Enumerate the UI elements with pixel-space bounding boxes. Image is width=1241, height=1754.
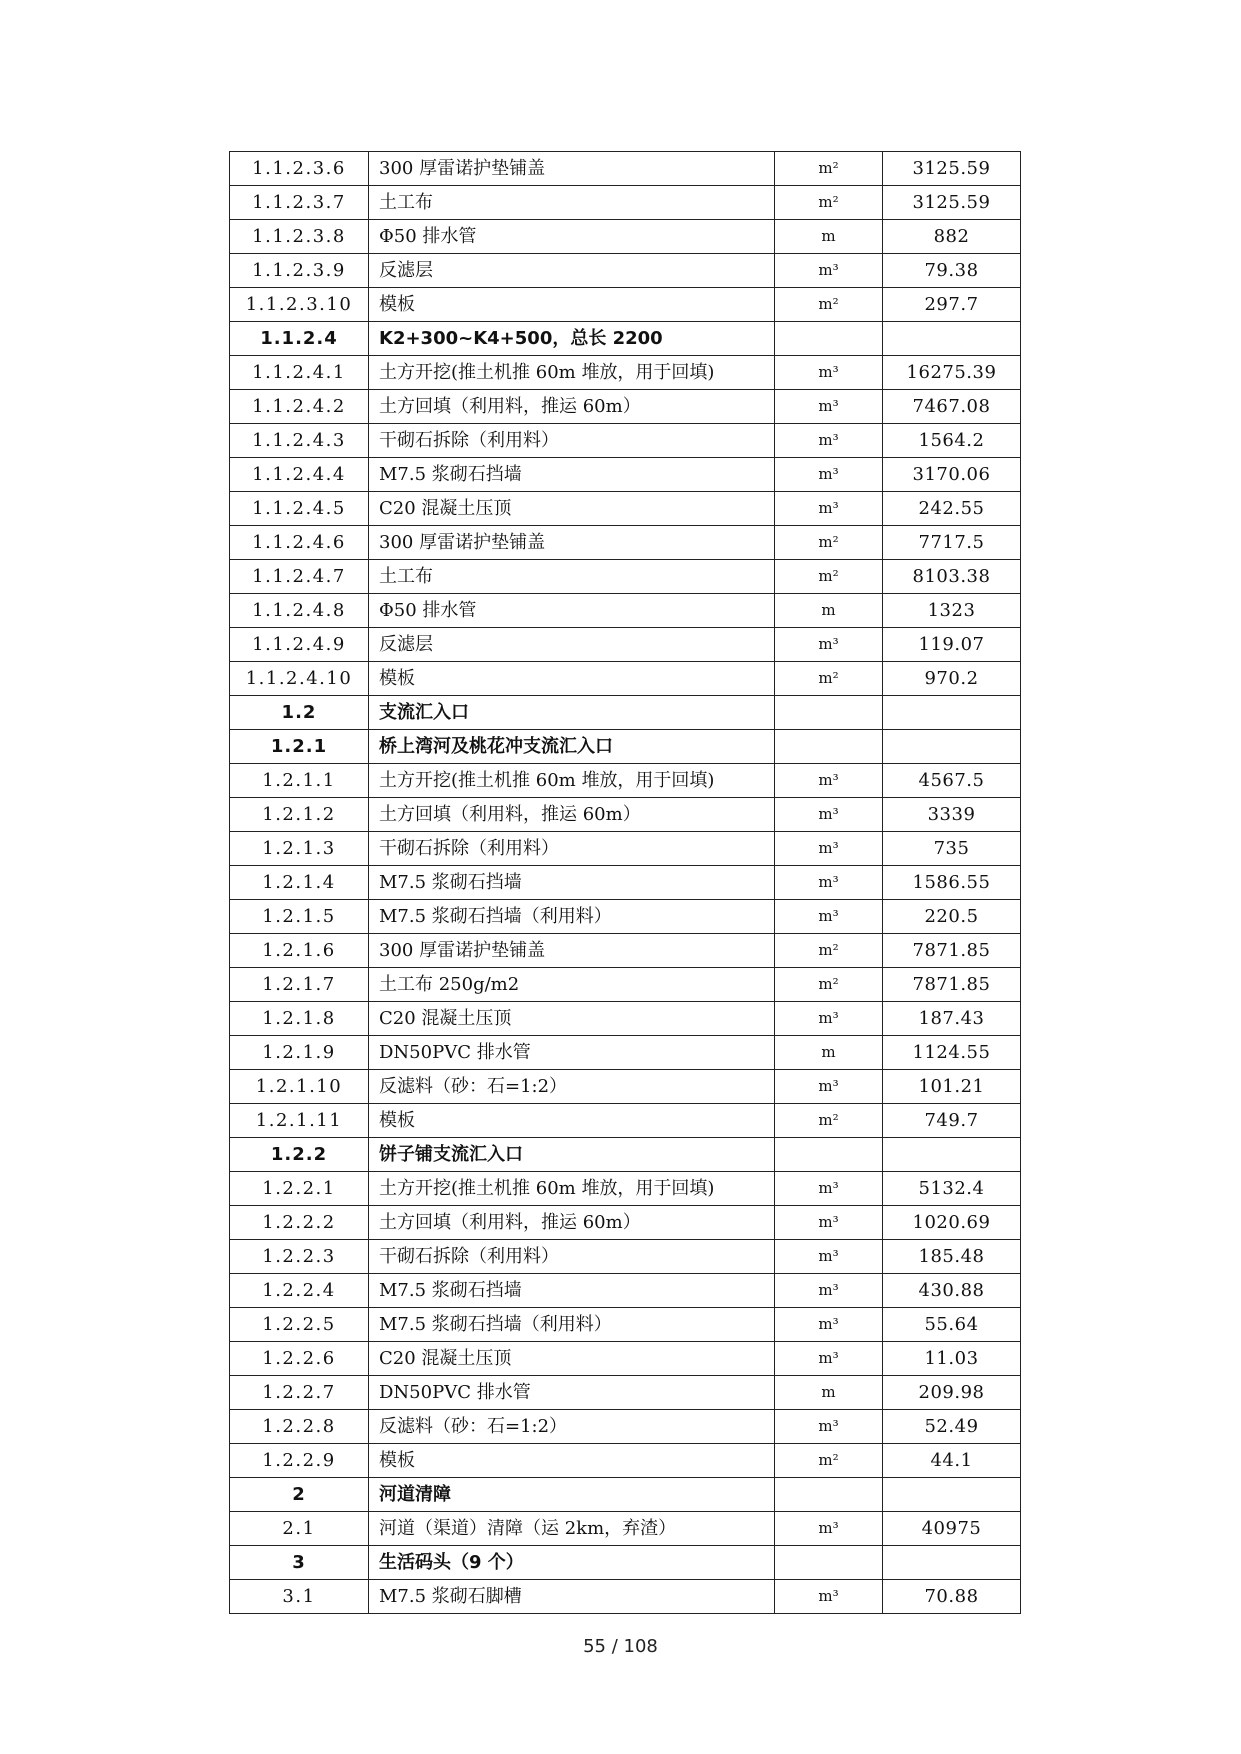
- unit-cell: m³: [775, 1274, 883, 1308]
- table-row: [230, 832, 1021, 866]
- table-row: [230, 628, 1021, 662]
- table-row: [230, 764, 1021, 798]
- unit-cell: m²: [775, 934, 883, 968]
- quantity-cell: [883, 322, 1021, 356]
- item-name-cell: 干砌石拆除（利用料）: [369, 1240, 775, 1274]
- item-name-cell: 干砌石拆除（利用料）: [369, 832, 775, 866]
- quantity-cell: 1020.69: [883, 1206, 1021, 1240]
- table-row: [230, 1036, 1021, 1070]
- item-code-cell: 1.1.2.4.5: [230, 492, 369, 526]
- unit-cell: m²: [775, 560, 883, 594]
- quantity-cell: 4567.5: [883, 764, 1021, 798]
- item-code-cell: 1.1.2.3.7: [230, 186, 369, 220]
- quantity-cell: [883, 1478, 1021, 1512]
- table-row: [230, 1240, 1021, 1274]
- unit-cell: [775, 1546, 883, 1580]
- quantity-cell: 7467.08: [883, 390, 1021, 424]
- unit-cell: m³: [775, 1002, 883, 1036]
- item-code-cell: 1.1.2.4.4: [230, 458, 369, 492]
- quantity-cell: 119.07: [883, 628, 1021, 662]
- quantity-cell: 55.64: [883, 1308, 1021, 1342]
- unit-cell: m³: [775, 458, 883, 492]
- unit-cell: m: [775, 1376, 883, 1410]
- quantity-cell: 7871.85: [883, 968, 1021, 1002]
- item-code-cell: 1.2.1.6: [230, 934, 369, 968]
- item-name-cell: 河道清障: [369, 1478, 775, 1512]
- item-code-cell: 1.2.2: [230, 1138, 369, 1172]
- item-code-cell: 1.1.2.4.10: [230, 662, 369, 696]
- unit-cell: [775, 696, 883, 730]
- unit-cell: m³: [775, 1206, 883, 1240]
- table-row: [230, 1002, 1021, 1036]
- unit-cell: m²: [775, 288, 883, 322]
- table-row: [230, 1206, 1021, 1240]
- table-row: [230, 492, 1021, 526]
- quantity-cell: 220.5: [883, 900, 1021, 934]
- table-row: [230, 220, 1021, 254]
- table-row: [230, 968, 1021, 1002]
- unit-cell: m²: [775, 1104, 883, 1138]
- item-name-cell: K2+300~K4+500，总长 2200: [369, 322, 775, 356]
- quantity-cell: 8103.38: [883, 560, 1021, 594]
- item-code-cell: 1.1.2.3.9: [230, 254, 369, 288]
- item-code-cell: 1.1.2.3.8: [230, 220, 369, 254]
- unit-cell: m³: [775, 628, 883, 662]
- quantity-cell: 1323: [883, 594, 1021, 628]
- unit-cell: m³: [775, 1512, 883, 1546]
- item-name-cell: 模板: [369, 1444, 775, 1478]
- item-code-cell: 1.2.1.4: [230, 866, 369, 900]
- quantity-cell: 16275.39: [883, 356, 1021, 390]
- unit-cell: m³: [775, 900, 883, 934]
- table-row: [230, 1410, 1021, 1444]
- section-header-row: [230, 322, 1021, 356]
- quantity-cell: 5132.4: [883, 1172, 1021, 1206]
- item-name-cell: 300 厚雷诺护垫铺盖: [369, 934, 775, 968]
- quantity-cell: 101.21: [883, 1070, 1021, 1104]
- item-code-cell: 1.2.1.2: [230, 798, 369, 832]
- item-name-cell: 河道（渠道）清障（运 2km，弃渣）: [369, 1512, 775, 1546]
- item-code-cell: 3: [230, 1546, 369, 1580]
- quantity-cell: 3125.59: [883, 152, 1021, 186]
- quantity-cell: 1564.2: [883, 424, 1021, 458]
- item-code-cell: 1.2: [230, 696, 369, 730]
- unit-cell: m²: [775, 662, 883, 696]
- unit-cell: m: [775, 220, 883, 254]
- quantity-cell: 187.43: [883, 1002, 1021, 1036]
- item-code-cell: 1.2.2.3: [230, 1240, 369, 1274]
- unit-cell: m³: [775, 1070, 883, 1104]
- unit-cell: m³: [775, 1308, 883, 1342]
- item-name-cell: C20 混凝土压顶: [369, 492, 775, 526]
- quantity-cell: 3170.06: [883, 458, 1021, 492]
- table-row: [230, 594, 1021, 628]
- table-row: [230, 1376, 1021, 1410]
- item-code-cell: 1.2.2.9: [230, 1444, 369, 1478]
- item-code-cell: 1.2.1.11: [230, 1104, 369, 1138]
- quantity-cell: 297.7: [883, 288, 1021, 322]
- item-name-cell: 反滤料（砂：石=1:2）: [369, 1070, 775, 1104]
- item-code-cell: 1.2.2.6: [230, 1342, 369, 1376]
- item-name-cell: 土方回填（利用料，推运 60m）: [369, 390, 775, 424]
- quantity-cell: 52.49: [883, 1410, 1021, 1444]
- table-row: [230, 1274, 1021, 1308]
- quantity-cell: 1124.55: [883, 1036, 1021, 1070]
- item-name-cell: M7.5 浆砌石脚槽: [369, 1580, 775, 1614]
- quantity-cell: 7871.85: [883, 934, 1021, 968]
- unit-cell: m²: [775, 526, 883, 560]
- item-code-cell: 2.1: [230, 1512, 369, 1546]
- item-name-cell: M7.5 浆砌石挡墙（利用料）: [369, 900, 775, 934]
- unit-cell: m³: [775, 1342, 883, 1376]
- item-name-cell: M7.5 浆砌石挡墙: [369, 866, 775, 900]
- unit-cell: m³: [775, 254, 883, 288]
- quantity-cell: 1586.55: [883, 866, 1021, 900]
- table-row: [230, 866, 1021, 900]
- quantity-cell: 882: [883, 220, 1021, 254]
- table-row: [230, 356, 1021, 390]
- item-code-cell: 1.1.2.4.6: [230, 526, 369, 560]
- table-row: [230, 254, 1021, 288]
- unit-cell: m³: [775, 866, 883, 900]
- unit-cell: [775, 322, 883, 356]
- item-name-cell: 土工布: [369, 186, 775, 220]
- item-name-cell: M7.5 浆砌石挡墙: [369, 1274, 775, 1308]
- item-code-cell: 1.2.2.5: [230, 1308, 369, 1342]
- item-name-cell: 干砌石拆除（利用料）: [369, 424, 775, 458]
- quantity-cell: 735: [883, 832, 1021, 866]
- quantity-cell: 79.38: [883, 254, 1021, 288]
- unit-cell: [775, 730, 883, 764]
- item-name-cell: 支流汇入口: [369, 696, 775, 730]
- table-row: [230, 390, 1021, 424]
- item-name-cell: C20 混凝土压顶: [369, 1002, 775, 1036]
- item-name-cell: 300 厚雷诺护垫铺盖: [369, 526, 775, 560]
- unit-cell: m³: [775, 764, 883, 798]
- item-code-cell: 1.1.2.4.3: [230, 424, 369, 458]
- item-code-cell: 1.2.1.8: [230, 1002, 369, 1036]
- quantity-cell: 7717.5: [883, 526, 1021, 560]
- table-row: [230, 288, 1021, 322]
- item-name-cell: 反滤层: [369, 628, 775, 662]
- item-code-cell: 2: [230, 1478, 369, 1512]
- quantity-cell: 3339: [883, 798, 1021, 832]
- unit-cell: m³: [775, 832, 883, 866]
- table-row: [230, 1070, 1021, 1104]
- item-name-cell: M7.5 浆砌石挡墙（利用料）: [369, 1308, 775, 1342]
- unit-cell: [775, 1478, 883, 1512]
- unit-cell: m: [775, 1036, 883, 1070]
- item-name-cell: 土方开挖(推土机推 60m 堆放，用于回填): [369, 1172, 775, 1206]
- item-name-cell: 反滤层: [369, 254, 775, 288]
- unit-cell: m³: [775, 424, 883, 458]
- item-code-cell: 1.1.2.4.8: [230, 594, 369, 628]
- item-name-cell: 模板: [369, 662, 775, 696]
- table-row: [230, 900, 1021, 934]
- table-row: [230, 1172, 1021, 1206]
- item-name-cell: 模板: [369, 288, 775, 322]
- item-name-cell: DN50PVC 排水管: [369, 1376, 775, 1410]
- table-row: [230, 1512, 1021, 1546]
- item-code-cell: 1.2.1.1: [230, 764, 369, 798]
- unit-cell: m: [775, 594, 883, 628]
- section-header-row: [230, 1138, 1021, 1172]
- item-code-cell: 1.2.1.10: [230, 1070, 369, 1104]
- quantity-cell: 70.88: [883, 1580, 1021, 1614]
- item-name-cell: 土方开挖(推土机推 60m 堆放，用于回填): [369, 764, 775, 798]
- item-name-cell: DN50PVC 排水管: [369, 1036, 775, 1070]
- quantity-cell: 40975: [883, 1512, 1021, 1546]
- unit-cell: m²: [775, 1444, 883, 1478]
- item-code-cell: 1.1.2.3.10: [230, 288, 369, 322]
- item-code-cell: 1.1.2.4.1: [230, 356, 369, 390]
- item-name-cell: 300 厚雷诺护垫铺盖: [369, 152, 775, 186]
- item-code-cell: 1.2.2.7: [230, 1376, 369, 1410]
- item-code-cell: 3.1: [230, 1580, 369, 1614]
- table-row: [230, 1580, 1021, 1614]
- item-code-cell: 1.1.2.3.6: [230, 152, 369, 186]
- unit-cell: m³: [775, 798, 883, 832]
- section-header-row: [230, 696, 1021, 730]
- item-code-cell: 1.2.2.4: [230, 1274, 369, 1308]
- table-row: [230, 1308, 1021, 1342]
- quantities-table-body: [230, 152, 1021, 1614]
- unit-cell: m²: [775, 186, 883, 220]
- section-header-row: [230, 1546, 1021, 1580]
- item-code-cell: 1.2.1.7: [230, 968, 369, 1002]
- quantity-cell: 3125.59: [883, 186, 1021, 220]
- unit-cell: m³: [775, 356, 883, 390]
- item-code-cell: 1.2.2.8: [230, 1410, 369, 1444]
- quantity-cell: 749.7: [883, 1104, 1021, 1138]
- quantity-cell: 970.2: [883, 662, 1021, 696]
- item-name-cell: C20 混凝土压顶: [369, 1342, 775, 1376]
- item-name-cell: Φ50 排水管: [369, 594, 775, 628]
- table-row: [230, 526, 1021, 560]
- item-name-cell: M7.5 浆砌石挡墙: [369, 458, 775, 492]
- item-name-cell: 模板: [369, 1104, 775, 1138]
- unit-cell: [775, 1138, 883, 1172]
- table-row: [230, 1104, 1021, 1138]
- item-name-cell: 土方回填（利用料，推运 60m）: [369, 1206, 775, 1240]
- item-code-cell: 1.1.2.4.7: [230, 560, 369, 594]
- item-code-cell: 1.2.1.5: [230, 900, 369, 934]
- page-number: 55 / 108: [583, 1636, 658, 1657]
- item-code-cell: 1.1.2.4.2: [230, 390, 369, 424]
- quantity-cell: [883, 730, 1021, 764]
- table-row: [230, 152, 1021, 186]
- item-code-cell: 1.2.1: [230, 730, 369, 764]
- item-name-cell: 土工布 250g/m2: [369, 968, 775, 1002]
- item-name-cell: 桥上湾河及桃花冲支流汇入口: [369, 730, 775, 764]
- table-row: [230, 1444, 1021, 1478]
- unit-cell: m³: [775, 492, 883, 526]
- table-row: [230, 1342, 1021, 1376]
- table-row: [230, 934, 1021, 968]
- quantity-cell: 430.88: [883, 1274, 1021, 1308]
- unit-cell: m³: [775, 1410, 883, 1444]
- item-code-cell: 1.2.1.3: [230, 832, 369, 866]
- item-name-cell: Φ50 排水管: [369, 220, 775, 254]
- item-code-cell: 1.1.2.4: [230, 322, 369, 356]
- item-name-cell: 土方回填（利用料，推运 60m）: [369, 798, 775, 832]
- item-code-cell: 1.1.2.4.9: [230, 628, 369, 662]
- quantity-cell: 44.1: [883, 1444, 1021, 1478]
- unit-cell: m³: [775, 390, 883, 424]
- table-row: [230, 662, 1021, 696]
- quantity-cell: 185.48: [883, 1240, 1021, 1274]
- table-row: [230, 560, 1021, 594]
- table-row: [230, 798, 1021, 832]
- table-row: [230, 458, 1021, 492]
- quantity-cell: 242.55: [883, 492, 1021, 526]
- quantities-table: [229, 151, 1021, 1614]
- item-code-cell: 1.2.2.2: [230, 1206, 369, 1240]
- unit-cell: m²: [775, 152, 883, 186]
- quantity-cell: 209.98: [883, 1376, 1021, 1410]
- unit-cell: m³: [775, 1172, 883, 1206]
- table-row: [230, 424, 1021, 458]
- item-name-cell: 反滤料（砂：石=1:2）: [369, 1410, 775, 1444]
- item-name-cell: 生活码头（9 个）: [369, 1546, 775, 1580]
- quantity-cell: [883, 1138, 1021, 1172]
- item-code-cell: 1.2.1.9: [230, 1036, 369, 1070]
- unit-cell: m²: [775, 968, 883, 1002]
- unit-cell: m³: [775, 1580, 883, 1614]
- item-name-cell: 饼子铺支流汇入口: [369, 1138, 775, 1172]
- item-name-cell: 土方开挖(推土机推 60m 堆放，用于回填): [369, 356, 775, 390]
- quantity-cell: 11.03: [883, 1342, 1021, 1376]
- quantity-cell: [883, 1546, 1021, 1580]
- item-name-cell: 土工布: [369, 560, 775, 594]
- unit-cell: m³: [775, 1240, 883, 1274]
- item-code-cell: 1.2.2.1: [230, 1172, 369, 1206]
- quantity-cell: [883, 696, 1021, 730]
- section-header-row: [230, 1478, 1021, 1512]
- section-header-row: [230, 730, 1021, 764]
- table-row: [230, 186, 1021, 220]
